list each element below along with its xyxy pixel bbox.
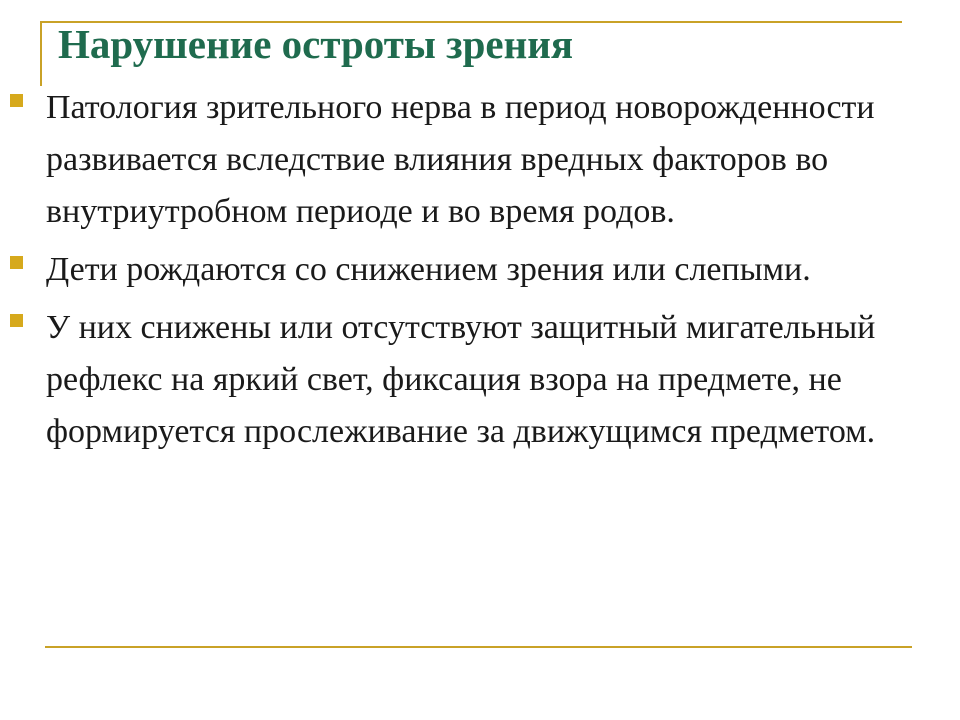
square-bullet-icon: [10, 314, 23, 327]
bullet-item: [0, 244, 906, 296]
bullet-text: Патология зрительного нерва в период новорожденности развивается вследствие влияния вредных факторов во внутриутробном периоде и во время родов.: [46, 89, 875, 230]
left-border-line: [40, 21, 42, 86]
bottom-border-line: [45, 646, 912, 648]
bullet-text: Дети рождаются со снижением зрения или слепыми.: [46, 251, 811, 288]
bullet-list: [0, 82, 960, 464]
bullet-text: У них снижены или отсутствуют защитный мигательный рефлекс на яркий свет, фиксация взора на предмете, не формируется прослеживание за движущимся предметом.: [46, 309, 876, 450]
bullet-item: [0, 82, 906, 238]
bullet-item: [0, 302, 906, 458]
square-bullet-icon: [10, 256, 23, 269]
slide-title: Нарушение остроты зрения: [58, 21, 574, 67]
square-bullet-icon: [10, 94, 23, 107]
